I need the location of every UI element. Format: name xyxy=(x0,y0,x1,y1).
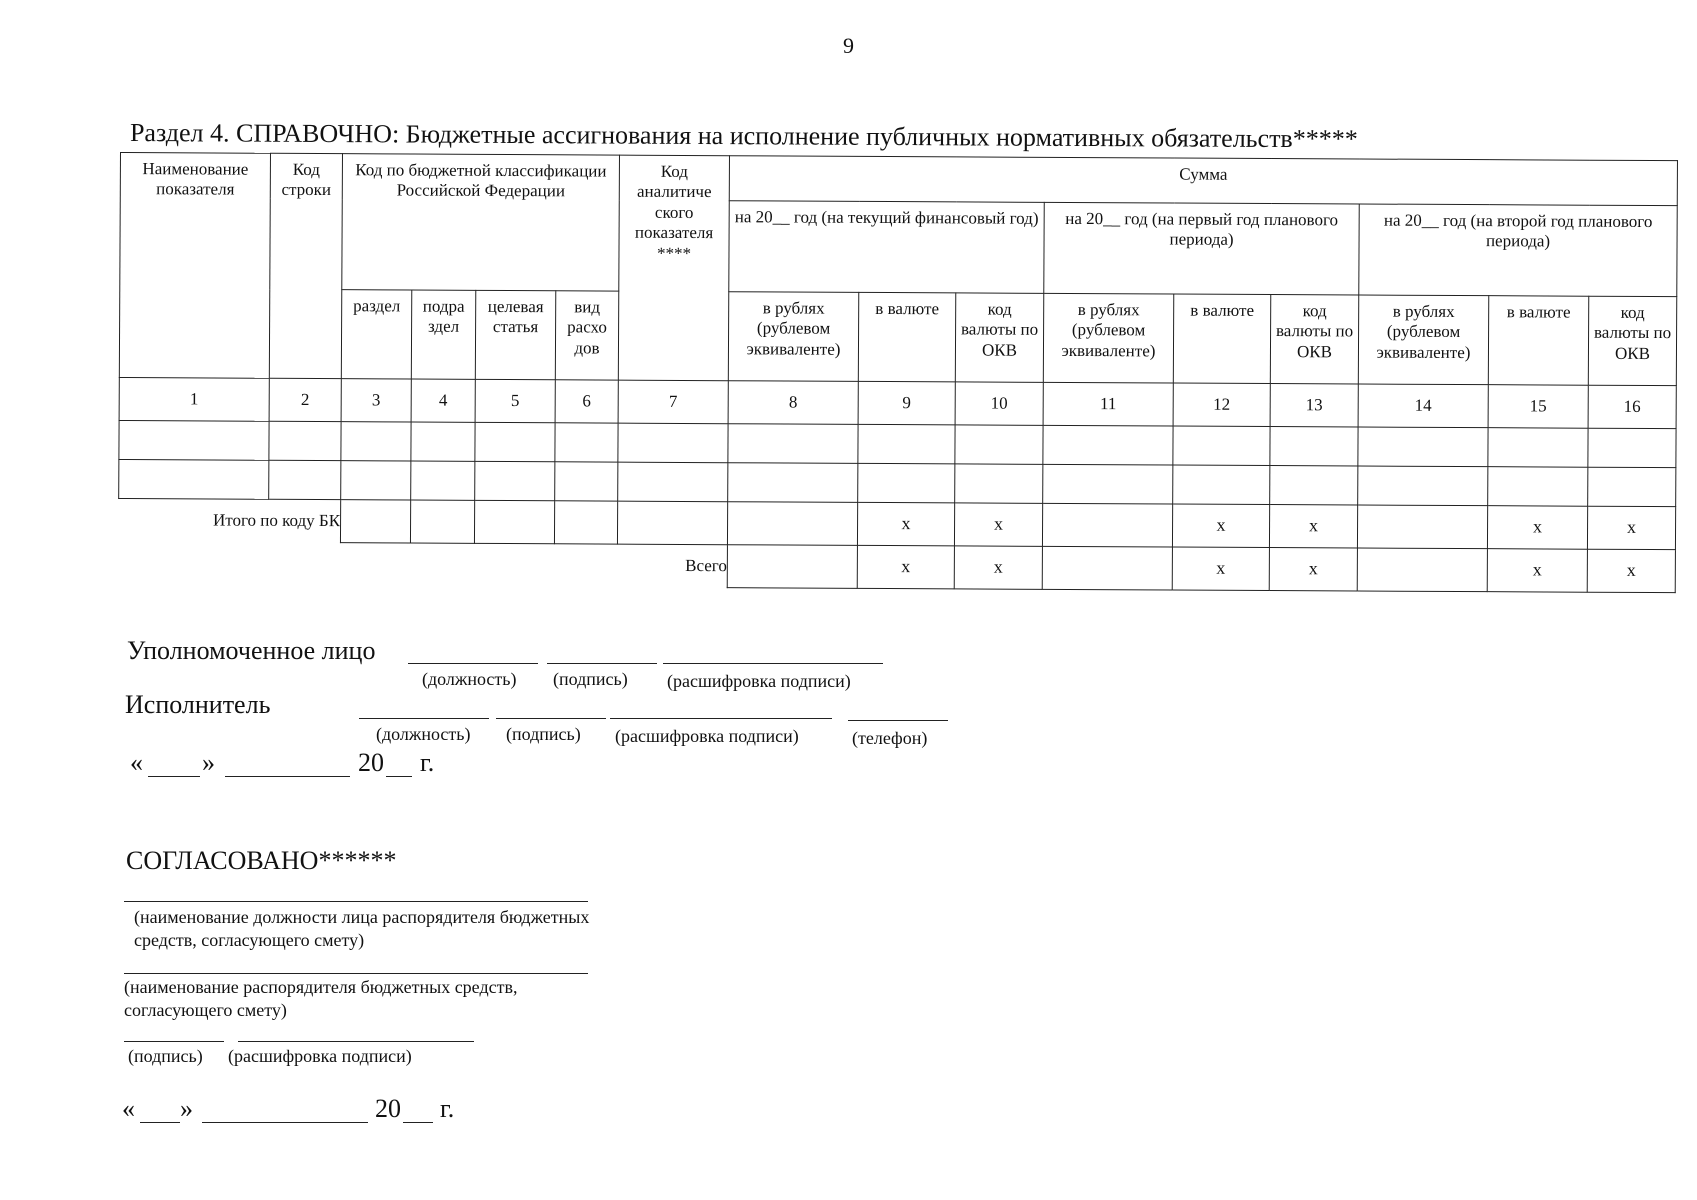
table-cell[interactable] xyxy=(617,501,727,545)
date-month-line[interactable] xyxy=(225,776,350,777)
header-rub-2: в рублях (рублевом эквиваленте) xyxy=(1043,293,1173,383)
table-cell[interactable] xyxy=(475,461,555,500)
table-cell[interactable] xyxy=(341,461,411,500)
header-year-first-plan: на 20__ год (на первый год планового периода) xyxy=(1044,202,1359,295)
table-cell[interactable] xyxy=(1042,503,1172,547)
executor-signature-caption: (подпись) xyxy=(506,724,581,744)
authorized-decoding-line[interactable] xyxy=(663,663,883,664)
authorized-signature-line[interactable] xyxy=(547,663,657,664)
header-razdel: раздел xyxy=(341,290,411,379)
executor-phone-caption: (телефон) xyxy=(852,728,928,748)
col-num: 1 xyxy=(119,377,269,421)
table-cell[interactable] xyxy=(618,462,728,502)
total-row xyxy=(118,541,1675,592)
table-cell[interactable] xyxy=(1488,467,1588,507)
budget-table xyxy=(118,152,1678,593)
x-mark: x xyxy=(1269,548,1357,591)
agreed-date-year-suffix: г. xyxy=(440,1094,455,1123)
table-cell[interactable] xyxy=(269,460,341,499)
agreed-decoding-line[interactable] xyxy=(238,1041,474,1042)
table-cell[interactable] xyxy=(1588,428,1676,467)
date-year-prefix: 20 xyxy=(358,748,384,777)
section-title: Раздел 4. СПРАВОЧНО: Бюджетные ассигнования на исполнение публичных нормативных обязательств***** xyxy=(129,118,1358,154)
agreed-date-year-prefix: 20 xyxy=(375,1094,401,1123)
header-code-row: Код строки xyxy=(269,153,342,378)
agreed-signature-caption: (подпись) xyxy=(128,1046,203,1066)
total-bk-label: Итого по коду БК xyxy=(212,510,341,531)
x-mark: x xyxy=(1487,506,1587,550)
date-year-line[interactable] xyxy=(386,776,412,777)
agreed-date-close-quote: » xyxy=(180,1094,193,1123)
col-num: 6 xyxy=(555,380,618,423)
x-mark: x xyxy=(1587,549,1675,592)
header-rub-1: в рублях (рублевом эквиваленте) xyxy=(728,292,858,382)
col-num: 2 xyxy=(269,378,341,421)
agreed-position-caption: (наименование должности лица распорядителя бюджетных средств, согласующего смету) xyxy=(134,907,590,950)
agreed-manager-caption: (наименование распорядителя бюджетных средств, согласующего смету) xyxy=(124,977,518,1020)
x-mark: x xyxy=(1172,547,1269,591)
agreed-date-month-line[interactable] xyxy=(202,1122,368,1123)
col-num: 3 xyxy=(341,379,411,422)
executor-phone-line[interactable] xyxy=(848,720,948,721)
agreed-date-day-line[interactable] xyxy=(140,1122,180,1123)
table-cell[interactable] xyxy=(1173,465,1270,505)
col-num: 10 xyxy=(955,382,1043,425)
table-cell[interactable] xyxy=(955,425,1043,464)
date-day-line[interactable] xyxy=(148,776,200,777)
header-okv-2: код валюты по ОКВ xyxy=(1270,295,1358,384)
table-cell[interactable] xyxy=(1173,426,1270,466)
table-cell[interactable] xyxy=(728,424,858,464)
agreed-signature-line[interactable] xyxy=(124,1041,224,1042)
table-cell[interactable] xyxy=(474,500,554,543)
header-year-current: на 20__ год (на текущий финансовый год) xyxy=(729,201,1044,294)
header-vid: вид расхо дов xyxy=(555,291,618,380)
date-close-quote: » xyxy=(202,748,215,777)
header-val-2: в валюте xyxy=(1173,294,1270,384)
table-cell[interactable] xyxy=(1270,427,1358,466)
table-cell[interactable] xyxy=(555,423,618,462)
table-cell[interactable] xyxy=(1043,464,1173,504)
header-sum: Сумма xyxy=(729,156,1677,206)
col-num: 4 xyxy=(411,379,475,422)
header-celevaya: целевая статья xyxy=(475,290,555,379)
x-mark: x xyxy=(857,545,954,589)
authorized-decoding-caption: (расшифровка подписи) xyxy=(667,671,851,691)
table-cell[interactable] xyxy=(1043,425,1173,465)
header-val-3: в валюте xyxy=(1488,296,1588,386)
table-cell[interactable] xyxy=(119,459,269,499)
agreed-position-line[interactable] xyxy=(124,901,588,902)
header-bk-code: Код по бюджетной классификации Российской Федерации xyxy=(342,154,620,291)
col-num: 15 xyxy=(1488,385,1588,429)
authorized-person-label: Уполномоченное лицо xyxy=(127,636,376,665)
table-cell[interactable] xyxy=(1488,428,1588,468)
agreed-date-open-quote: « xyxy=(122,1094,135,1123)
header-podrazdel: подра здел xyxy=(411,290,475,379)
total-label: Всего xyxy=(685,556,727,576)
table-cell[interactable] xyxy=(341,422,411,461)
x-mark: x xyxy=(1269,505,1357,548)
col-num: 11 xyxy=(1043,382,1173,426)
x-mark: x xyxy=(954,503,1042,546)
executor-decoding-line[interactable] xyxy=(610,718,832,719)
col-num: 12 xyxy=(1173,383,1270,427)
table-cell[interactable] xyxy=(1357,548,1487,592)
table-cell[interactable] xyxy=(475,422,555,461)
authorized-position-caption: (должность) xyxy=(422,669,517,689)
table-cell[interactable] xyxy=(340,500,410,543)
table-cell[interactable] xyxy=(618,423,728,463)
table-cell[interactable] xyxy=(727,502,857,546)
col-num: 13 xyxy=(1270,384,1358,427)
table-cell[interactable] xyxy=(1270,466,1358,505)
col-num: 16 xyxy=(1588,385,1676,428)
header-okv-1: код валюты по ОКВ xyxy=(955,293,1043,382)
table-cell[interactable] xyxy=(119,420,269,460)
authorized-signature-caption: (подпись) xyxy=(553,669,628,689)
table-cell[interactable] xyxy=(858,424,955,464)
col-num: 5 xyxy=(475,379,555,422)
executor-position-caption: (должность) xyxy=(376,724,471,744)
table-cell[interactable] xyxy=(1042,546,1172,590)
col-num: 14 xyxy=(1358,384,1488,428)
header-name: Наименование показателя xyxy=(119,153,270,379)
col-num: 9 xyxy=(858,381,955,425)
table-cell[interactable] xyxy=(554,501,617,544)
table-cell[interactable] xyxy=(411,461,475,500)
table-cell[interactable] xyxy=(727,545,857,589)
col-num: 8 xyxy=(728,381,858,425)
header-okv-3: код валюты по ОКВ xyxy=(1588,296,1676,385)
table-cell[interactable] xyxy=(1588,467,1676,506)
agreed-title: СОГЛАСОВАНО****** xyxy=(126,846,397,875)
header-year-second-plan: на 20__ год (на второй год планового периода) xyxy=(1359,204,1677,297)
table-cell[interactable] xyxy=(411,422,475,461)
table-cell[interactable] xyxy=(1358,427,1488,467)
agreed-manager-line[interactable] xyxy=(124,973,588,974)
executor-decoding-caption: (расшифровка подписи) xyxy=(615,726,799,746)
header-analytic: Код аналитиче ского показателя **** xyxy=(618,155,729,381)
x-mark: x xyxy=(1587,506,1675,549)
executor-position-line[interactable] xyxy=(359,718,489,719)
date-open-quote: « xyxy=(130,748,143,777)
table-cell[interactable] xyxy=(1357,505,1487,549)
page-number: 9 xyxy=(843,33,854,58)
x-mark: x xyxy=(1172,504,1269,548)
executor-label: Исполнитель xyxy=(125,690,271,719)
x-mark: x xyxy=(857,502,954,546)
header-rub-3: в рублях (рублевом эквиваленте) xyxy=(1358,295,1488,385)
agreed-decoding-caption: (расшифровка подписи) xyxy=(228,1046,412,1066)
table-cell[interactable] xyxy=(955,464,1043,503)
table-cell[interactable] xyxy=(1358,466,1488,506)
agreed-date-year-line[interactable] xyxy=(403,1122,433,1123)
x-mark: x xyxy=(954,546,1042,589)
header-val-1: в валюте xyxy=(858,292,955,382)
table-cell[interactable] xyxy=(269,421,341,460)
executor-signature-line[interactable] xyxy=(496,718,606,719)
x-mark: x xyxy=(1487,549,1587,593)
table-cell[interactable] xyxy=(728,463,858,503)
col-num: 7 xyxy=(618,380,728,424)
table-cell[interactable] xyxy=(555,462,618,501)
date-year-suffix: г. xyxy=(420,748,435,777)
authorized-position-line[interactable] xyxy=(408,663,538,664)
table-cell[interactable] xyxy=(858,463,955,503)
table-cell[interactable] xyxy=(410,500,474,543)
